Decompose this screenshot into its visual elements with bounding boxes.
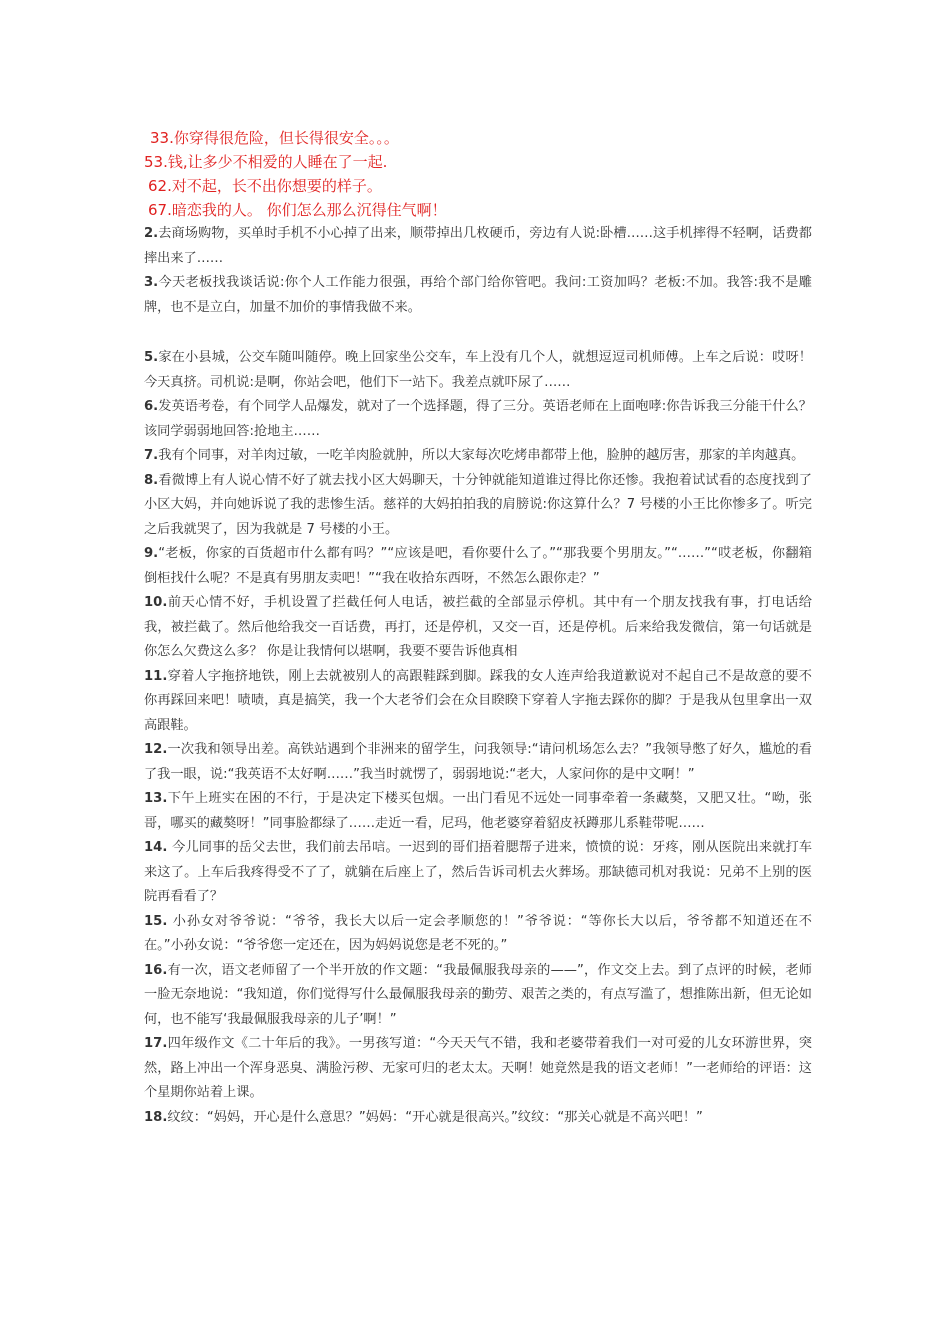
joke-text: 去商场购物，买单时手机不小心掉了出来，顺带掉出几枚硬币，旁边有人说:卧槽……这手机摔得不轻啊，话费都摔出来了…… — [144, 226, 812, 266]
highlight-number: 33. — [150, 129, 174, 147]
joke-paragraph — [144, 346, 812, 395]
joke-paragraph — [144, 1032, 812, 1106]
joke-paragraph — [144, 738, 812, 787]
highlight-line — [144, 150, 812, 174]
highlight-line — [144, 126, 812, 150]
joke-paragraph — [144, 469, 812, 543]
joke-number: 17. — [144, 1036, 168, 1051]
joke-text: 看微博上有人说心情不好了就去找小区大妈聊天，十分钟就能知道谁过得比你还惨。我抱着试试看的态度找到了小区大妈，并向她诉说了我的悲惨生活。慈祥的大妈拍拍我的肩膀说:你这算什么？7 号楼的小王比你惨多了。听完之后我就哭了，因为我就是 7 号楼的小王。 — [144, 472, 812, 537]
joke-number: 12. — [144, 742, 168, 757]
joke-number: 8. — [144, 472, 159, 488]
joke-paragraph — [144, 542, 812, 591]
joke-paragraph — [144, 591, 812, 665]
highlight-line — [144, 174, 812, 198]
joke-paragraph — [144, 1106, 812, 1131]
joke-number: 11. — [144, 668, 168, 684]
joke-number: 13. — [144, 791, 168, 806]
joke-paragraph — [144, 959, 812, 1033]
joke-number: 18. — [144, 1109, 168, 1125]
joke-number: 3. — [144, 275, 159, 290]
joke-number: 15. — [144, 913, 173, 929]
highlight-number: 53. — [144, 153, 168, 171]
joke-text: 有一次，语文老师留了一个半开放的作文题：“我最佩服我母亲的——”，作文交上去。到了点评的时候，老师一脸无奈地说：“我知道，你们觉得写什么最佩服我母亲的勤劳、艰苦之类的，有点写滥了，想推陈出新，但无论如何，也不能写‘我最佩服我母亲的儿子’啊！” — [144, 962, 812, 1027]
joke-paragraph — [144, 836, 812, 910]
highlight-number: 62. — [148, 177, 172, 195]
joke-text: “老板，你家的百货超市什么都有吗？”“应该是吧，看你要什么了。”“那我要个男朋友。”“……”“哎老板，你翻箱倒柜找什么呢？不是真有男朋友卖吧！”“我在收拾东西呀，不然怎么跟你走？” — [144, 546, 812, 586]
highlight-text: 你穿得很危险，但长得很安全。。。 — [173, 129, 399, 147]
joke-number: 7. — [144, 448, 159, 463]
highlight-line — [144, 198, 812, 222]
joke-paragraph — [144, 665, 812, 739]
highlight-number: 67. — [148, 201, 172, 219]
joke-paragraph — [144, 271, 812, 320]
joke-paragraph — [144, 395, 812, 444]
joke-text: 小孙女对爷爷说：“爷爷，我长大以后一定会孝顺您的！”爷爷说：“等你长大以后，爷爷都不知道还在不在。”小孙女说：“爷爷您一定还在，因为妈妈说您是老不死的。” — [144, 913, 812, 953]
joke-number: 14. — [144, 840, 173, 855]
paragraph-gap — [144, 320, 812, 346]
joke-paragraph — [144, 222, 812, 271]
joke-number: 2. — [144, 226, 159, 241]
joke-paragraph — [144, 787, 812, 836]
joke-text: 发英语考卷，有个同学人品爆发，就对了一个选择题，得了三分。英语老师在上面咆哮:你告诉我三分能干什么？该同学弱弱地回答:抢地主…… — [144, 399, 812, 439]
document-body — [144, 126, 812, 1130]
highlight-text: 对不起，长不出你想要的样子。 — [171, 177, 382, 195]
joke-paragraph — [144, 444, 812, 469]
joke-text: 纹纹：“妈妈，开心是什么意思？”妈妈：“开心就是很高兴。”纹纹：“那关心就是不高兴吧！” — [167, 1109, 703, 1125]
joke-text: 我有个同事，对羊肉过敏，一吃羊肉脸就肿，所以大家每次吃烤串都带上他，脸肿的越厉害，那家的羊肉越真。 — [158, 448, 805, 463]
joke-text: 家在小县城，公交车随叫随停。晚上回家坐公交车，车上没有几个人，就想逗逗司机师傅。上车之后说：哎呀！今天真挤。司机说:是啊，你站会吧，他们下一站下。我差点就吓尿了…… — [144, 350, 812, 390]
joke-number: 9. — [144, 546, 159, 561]
joke-text: 四年级作文《二十年后的我》。一男孩写道：“今天天气不错，我和老婆带着我们一对可爱的儿女环游世界，突然，路上冲出一个浑身恶臭、满脸污秽、无家可归的老太太。天啊！她竟然是我的语文老师！”一老师给的评语：这个星期你站着上课。 — [144, 1036, 812, 1100]
joke-text: 一次我和领导出差。高铁站遇到个非洲来的留学生，问我领导:“请问机场怎么去？”我领导憋了好久，尴尬的看了我一眼，说:“我英语不太好啊……”我当时就愣了，弱弱地说:“老大，人家问你的是中文啊！” — [144, 742, 812, 782]
joke-text: 今儿同事的岳父去世，我们前去吊唁。一迟到的哥们捂着腮帮子进来，愤愤的说：牙疼，刚从医院出来就打车来这了。上车后我疼得受不了了，就躺在后座上了，然后告诉司机去火葬场。那缺德司机对我说：兄弟不上别的医院再看看了？ — [144, 840, 813, 904]
joke-text: 今天老板找我谈话说:你个人工作能力很强，再给个部门给你管吧。我问:工资加吗？老板:不加。我答:我不是雕牌，也不是立白，加量不加价的事情我做不来。 — [144, 275, 812, 315]
joke-text: 下午上班实在困的不行，于是决定下楼买包烟。一出门看见不远处一同事牵着一条藏獒，又肥又壮。“呦，张哥，哪买的藏獒呀！”同事脸都绿了……走近一看，尼玛，他老婆穿着貂皮袄蹲那儿系鞋带呢…… — [144, 791, 812, 831]
highlight-text: 钱,让多少不相爱的人睡在了一起. — [167, 153, 388, 171]
joke-text: 穿着人字拖挤地铁，刚上去就被别人的高跟鞋踩到脚。踩我的女人连声给我道歉说对不起自己不是故意的要不你再踩回来吧！啧啧，真是搞笑，我一个大老爷们会在众目睽睽下穿着人字拖去踩你的脚？于是我从包里拿出一双高跟鞋。 — [144, 668, 812, 733]
joke-number: 16. — [144, 962, 168, 978]
highlight-text: 暗恋我的人。 你们怎么那么沉得住气啊！ — [171, 201, 447, 219]
joke-paragraph — [144, 910, 812, 959]
joke-number: 6. — [144, 399, 159, 414]
joke-text: 前天心情不好，手机设置了拦截任何人电话，被拦截的全部显示停机。其中有一个朋友找我有事，打电话给我，被拦截了。然后他给我交一百话费，再打，还是停机，又交一百，还是停机。后来给我发微信，第一句话就是你怎么欠费这么多？ 你是让我情何以堪啊，我要不要告诉他真相 — [144, 595, 812, 659]
joke-number: 5. — [144, 350, 159, 365]
joke-number: 10. — [144, 595, 168, 610]
